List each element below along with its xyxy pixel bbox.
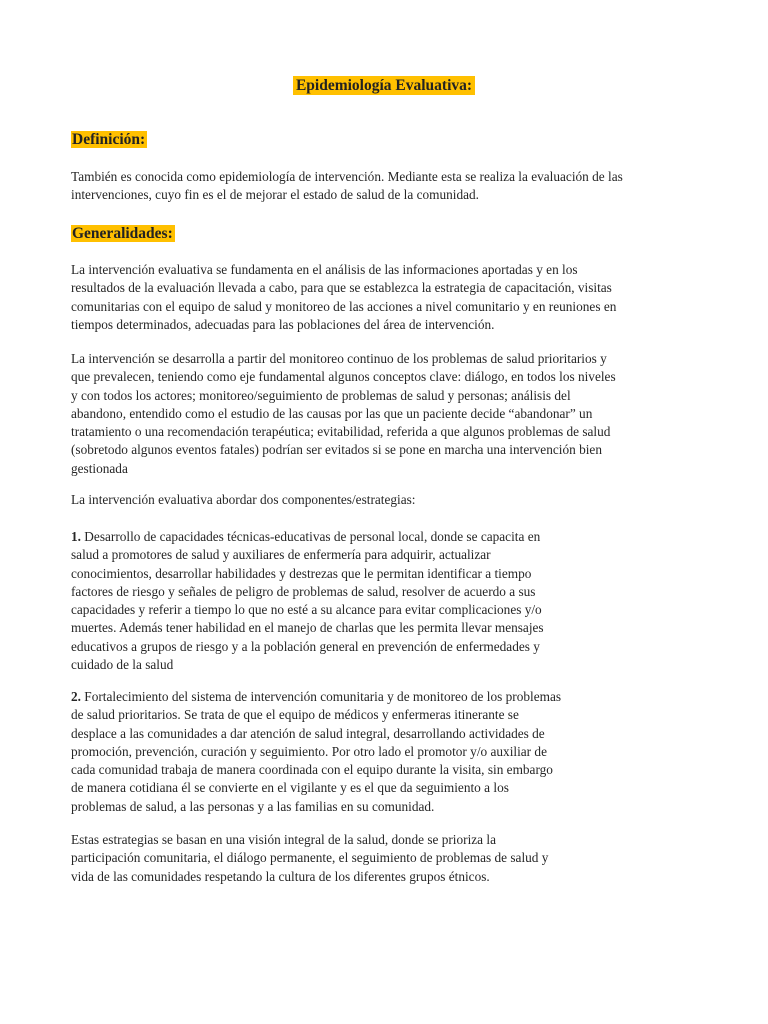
paragraph-line: factores de riesgo y señales de peligro de problemas de salud, resolver de acuerdo a sus <box>71 583 536 599</box>
paragraph-line: educativos a grupos de riesgo y a la población general en prevención de enfermedades y <box>71 638 540 654</box>
paragraph-line: muertes. Además tener habilidad en el manejo de charlas que les permita llevar mensajes <box>71 620 544 636</box>
strategy-item-1-number: 1. <box>71 529 81 544</box>
paragraph-line: intervenciones, cuyo fin es el de mejorar el estado de salud de la comunidad. <box>71 187 479 203</box>
paragraph-line: cada comunidad trabaja de manera coordinada con el equipo durante la visita, sin embargo <box>71 762 553 778</box>
paragraph-line: (sobretodo algunos eventos fatales) podrían ser evitados si se pone en marcha una intervención bien <box>71 442 602 458</box>
generalities-heading <box>71 224 175 244</box>
definition-heading-text: Definición: <box>72 131 146 148</box>
paragraph-line: La intervención evaluativa se fundamenta en el análisis de las informaciones aportadas y en los <box>71 262 578 277</box>
paragraph-line: gestionada <box>71 460 128 476</box>
generalities-paragraph-1 <box>71 261 616 334</box>
paragraph-line: de salud prioritarios. Se trata de que el equipo de médicos y enfermeras itinerante se <box>71 707 519 723</box>
paragraph-line: abandono, entendido como el estudio de las causas por las que un paciente decide “abandonar” un <box>71 405 593 421</box>
paragraph-line: participación comunitaria, el diálogo permanente, el seguimiento de problemas de salud y <box>71 850 549 866</box>
paragraph-line: Desarrollo de capacidades técnicas-educativas de personal local, donde se capacita en <box>80 529 541 544</box>
page-title: Epidemiología Evaluativa: <box>293 76 475 95</box>
paragraph-line: Estas estrategias se basan en una visión integral de la salud, donde se prioriza la <box>71 832 496 847</box>
strategy-item-2 <box>71 688 561 816</box>
paragraph-line: desplace a las comunidades a dar atención de salud integral, desarrollando actividades de <box>71 725 545 741</box>
paragraph-line: conocimientos, desarrollar habilidades y destrezas que le permitan identificar a tiempo <box>71 565 532 581</box>
paragraph-line: También es conocida como epidemiología de intervención. Mediante esta se realiza la evaluación de las <box>71 169 623 184</box>
paragraph-line: La intervención evaluativa abordar dos componentes/estrategias: <box>71 492 416 507</box>
paragraph-line: promoción, prevención, curación y seguimiento. Por otro lado el promotor y/o auxiliar de <box>71 743 547 759</box>
generalities-paragraph-2 <box>71 350 616 478</box>
paragraph-line: tiempos determinados, adecuadas para las poblaciones del área de intervención. <box>71 316 495 332</box>
paragraph-line: comunitarias con el equipo de salud y monitoreo de las acciones a nivel comunitario y en reuniones en <box>71 298 617 314</box>
paragraph-line: salud a promotores de salud y auxiliares de enfermería para adquirir, actualizar <box>71 547 491 563</box>
strategy-item-2-number: 2. <box>71 689 81 704</box>
definition-paragraph <box>71 168 623 205</box>
paragraph-line: vida de las comunidades respetando la cultura de los diferentes grupos étnicos. <box>71 868 490 884</box>
strategy-item-1 <box>71 528 544 674</box>
generalities-heading-text: Generalidades: <box>72 225 173 242</box>
generalities-paragraph-3 <box>71 491 415 509</box>
paragraph-line: tratamiento o una recomendación terapéutica; evitabilidad, referida a que algunos problemas de salud <box>71 424 611 440</box>
paragraph-line: Fortalecimiento del sistema de intervención comunitaria y de monitoreo de los problemas <box>80 689 562 704</box>
paragraph-line: resultados de la evaluación llevada a cabo, para que se establezca la estrategia de capacitación, visitas <box>71 280 612 296</box>
paragraph-line: de manera cotidiana él se convierte en el vigilante y es el que da seguimiento a los <box>71 780 509 796</box>
paragraph-line: capacidades y referir a tiempo lo que no esté a su alcance para evitar complicaciones y/o <box>71 602 542 618</box>
paragraph-line: La intervención se desarrolla a partir del monitoreo continuo de los problemas de salud prioritarios y <box>71 351 607 366</box>
closing-paragraph <box>71 831 548 886</box>
paragraph-line: problemas de salud, a las personas y a las familias en su comunidad. <box>71 798 435 814</box>
paragraph-line: cuidado de la salud <box>71 657 174 673</box>
title-container <box>0 76 768 95</box>
paragraph-line: y con todos los actores; monitoreo/seguimiento de problemas de salud y personas; análisis del <box>71 387 571 403</box>
strategy-item-2-first-line <box>71 688 561 706</box>
definition-heading <box>71 130 147 150</box>
strategy-item-1-first-line <box>71 528 544 546</box>
paragraph-line: que prevalecen, teniendo como eje fundamental algunos conceptos clave: diálogo, en todos los niveles <box>71 369 616 385</box>
